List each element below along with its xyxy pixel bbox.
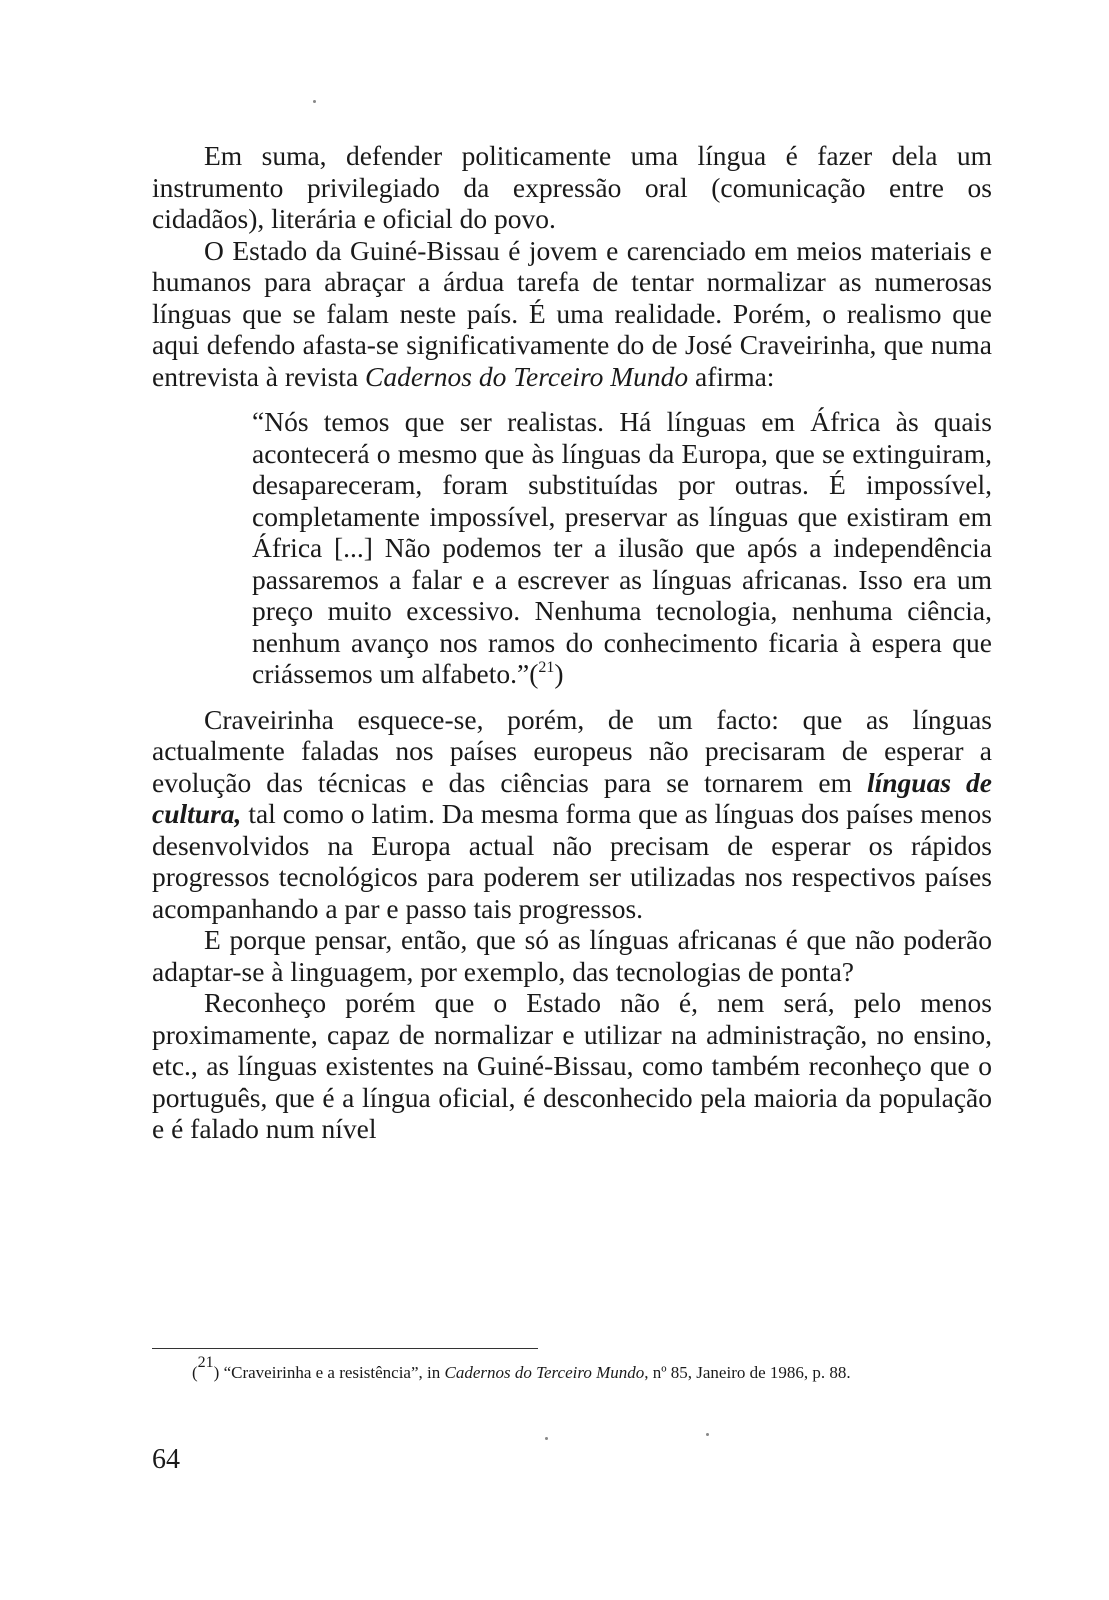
paragraph-1 xyxy=(152,140,992,235)
page-number: 64 xyxy=(152,1444,180,1475)
footnote xyxy=(152,1354,992,1384)
speck xyxy=(545,1437,548,1440)
speck xyxy=(313,100,316,103)
footnote-text-after: , nº 85, Janeiro de 1986, p. 88. xyxy=(644,1363,851,1382)
footnote-close: ) xyxy=(213,1363,220,1382)
paragraph-3-text-after: tal como o latim. Da mesma forma que as línguas dos países menos desenvolvidos na Europa actual não precisam de esperar os rápidos progressos tecnológicos para poderem ser utilizadas nos respectivos países acompanhando a par e passo tais progressos. xyxy=(152,798,992,924)
paragraph-3 xyxy=(152,704,992,925)
footnote-divider xyxy=(152,1348,538,1349)
footnote-number: 21 xyxy=(197,1354,214,1371)
journal-title: Cadernos do Terceiro Mundo xyxy=(365,360,689,392)
footnote-reference: 21 xyxy=(538,659,555,676)
paragraph-3-text-before: Craveirinha esquece-se, porém, de um facto: que as línguas actualmente faladas nos países europeus não precisaram de esperar a evolução das técnicas e das ciências para se tornarem em xyxy=(152,703,992,798)
quote-text: “Nós temos que ser realistas. Há línguas em África às quais acontecerá o mesmo que às línguas da Europa, que se extinguiram, desapareceram, foram substituídas por outras. É impossível, completamente impossível, preservar as línguas que existiram em África [...] Não podemos ter a ilusão que após a independência passaremos a falar e a escrever as línguas africanas. Isso era um preço muito excessivo. Nenhuma tecnologia, nenhuma ciência, nenhum avanço nos ramos do conhecimento ficaria à espera que criássemos um alfabeto.”( xyxy=(252,406,992,689)
paragraph-2-text-before: O Estado da Guiné-Bissau é jovem e carenciado em meios materiais e humanos para abraçar a árdua tarefa de tentar normalizar as numerosas línguas que se falam neste país. É uma realidade. Porém, o realismo que aqui defendo afasta-se significativamente do de José Craveirinha, que numa entrevista à revista xyxy=(152,234,992,392)
paragraph-2 xyxy=(152,235,992,393)
paragraph-5-text: Reconheço porém que o Estado não é, nem será, pelo menos proximamente, capaz de normalizar e utilizar na administração, no ensino, etc., as línguas existentes na Guiné-Bissau, como também reconheço que o português, que é a língua oficial, é desconhecido pela maioria da população e é falado num nível xyxy=(152,987,992,1144)
block-quote xyxy=(252,406,992,690)
paragraph-2-text-after: afirma: xyxy=(688,360,775,392)
footnote-text-before: “Craveirinha e a resistência”, in xyxy=(219,1363,445,1382)
footnote-open: ( xyxy=(192,1363,198,1382)
quote-close: ) xyxy=(554,658,564,689)
footnote-journal-title: Cadernos do Terceiro Mundo xyxy=(444,1363,645,1382)
paragraph-4 xyxy=(152,924,992,987)
paragraph-4-text: E porque pensar, então, que só as línguas africanas é que não poderão adaptar-se à linguagem, por exemplo, das tecnologias de ponta? xyxy=(152,924,992,987)
emphasis-term: línguas de cultura, xyxy=(152,766,992,829)
speck xyxy=(706,1433,709,1436)
page-body xyxy=(152,140,992,1145)
paragraph-1-text: Em suma, defender politicamente uma língua é fazer dela um instrumento privilegiado da expressão oral (comunicação entre os cidadãos), literária e oficial do povo. xyxy=(152,140,992,234)
paragraph-5 xyxy=(152,987,992,1145)
